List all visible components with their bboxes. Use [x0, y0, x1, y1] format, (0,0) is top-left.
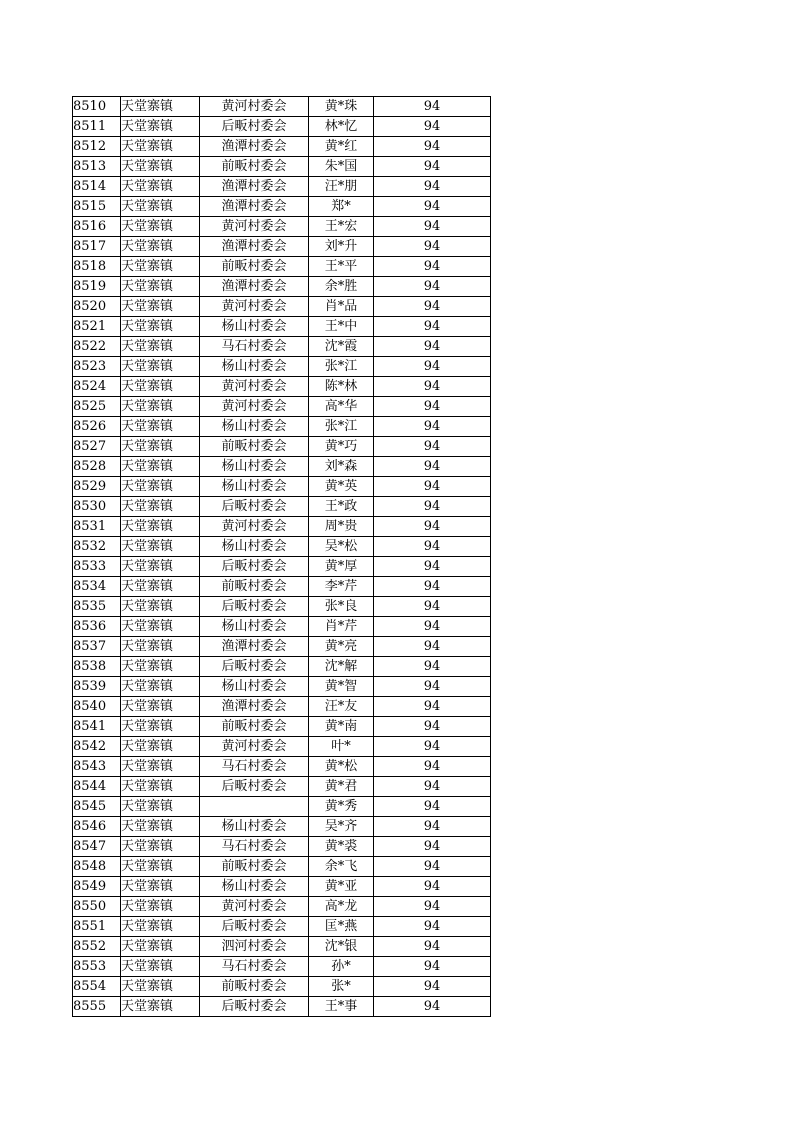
- score-cell: 94: [374, 517, 491, 537]
- person-name-cell: 沈*银: [309, 937, 374, 957]
- table-row: [73, 577, 491, 597]
- person-name-cell: 叶*: [309, 737, 374, 757]
- row-number: 8550: [73, 897, 121, 917]
- table-row: [73, 397, 491, 417]
- row-number: 8523: [73, 357, 121, 377]
- village-cell: 后畈村委会: [200, 557, 309, 577]
- score-cell: 94: [374, 377, 491, 397]
- person-name-cell: 匡*燕: [309, 917, 374, 937]
- town-cell: 天堂寨镇: [121, 997, 200, 1017]
- person-name-cell: 黄*英: [309, 477, 374, 497]
- town-cell: 天堂寨镇: [121, 257, 200, 277]
- town-cell: 天堂寨镇: [121, 177, 200, 197]
- village-cell: 杨山村委会: [200, 457, 309, 477]
- village-cell: 黄河村委会: [200, 737, 309, 757]
- table-row: [73, 837, 491, 857]
- town-cell: 天堂寨镇: [121, 737, 200, 757]
- person-name-cell: 黄*君: [309, 777, 374, 797]
- row-number: 8553: [73, 957, 121, 977]
- table-row: [73, 737, 491, 757]
- row-number: 8530: [73, 497, 121, 517]
- village-cell: 前畈村委会: [200, 857, 309, 877]
- score-cell: 94: [374, 877, 491, 897]
- person-name-cell: 黄*珠: [309, 97, 374, 117]
- village-cell: 黄河村委会: [200, 97, 309, 117]
- row-number: 8539: [73, 677, 121, 697]
- village-cell: 后畈村委会: [200, 657, 309, 677]
- town-cell: 天堂寨镇: [121, 697, 200, 717]
- town-cell: 天堂寨镇: [121, 897, 200, 917]
- score-cell: 94: [374, 397, 491, 417]
- row-number: 8531: [73, 517, 121, 537]
- table-row: [73, 777, 491, 797]
- village-cell: 前畈村委会: [200, 977, 309, 997]
- score-cell: 94: [374, 637, 491, 657]
- table-row: [73, 217, 491, 237]
- table-row: [73, 437, 491, 457]
- table-row: [73, 697, 491, 717]
- row-number: 8537: [73, 637, 121, 657]
- person-name-cell: 沈*解: [309, 657, 374, 677]
- person-name-cell: 余*飞: [309, 857, 374, 877]
- table-row: [73, 117, 491, 137]
- person-name-cell: 黄*秀: [309, 797, 374, 817]
- table-row: [73, 997, 491, 1017]
- score-cell: 94: [374, 477, 491, 497]
- table-row: [73, 197, 491, 217]
- row-number: 8535: [73, 597, 121, 617]
- score-cell: 94: [374, 137, 491, 157]
- town-cell: 天堂寨镇: [121, 237, 200, 257]
- row-number: 8518: [73, 257, 121, 277]
- table-row: [73, 717, 491, 737]
- score-cell: 94: [374, 957, 491, 977]
- person-name-cell: 沈*霞: [309, 337, 374, 357]
- score-cell: 94: [374, 937, 491, 957]
- village-cell: 前畈村委会: [200, 577, 309, 597]
- town-cell: 天堂寨镇: [121, 137, 200, 157]
- row-number: 8554: [73, 977, 121, 997]
- table-row: [73, 617, 491, 637]
- person-name-cell: 郑*: [309, 197, 374, 217]
- row-number: 8540: [73, 697, 121, 717]
- village-cell: 前畈村委会: [200, 157, 309, 177]
- town-cell: 天堂寨镇: [121, 197, 200, 217]
- table-row: [73, 797, 491, 817]
- person-name-cell: 肖*品: [309, 297, 374, 317]
- person-name-cell: 汪*友: [309, 697, 374, 717]
- row-number: 8544: [73, 777, 121, 797]
- village-cell: 后畈村委会: [200, 117, 309, 137]
- score-cell: 94: [374, 797, 491, 817]
- town-cell: 天堂寨镇: [121, 657, 200, 677]
- person-name-cell: 林*忆: [309, 117, 374, 137]
- town-cell: 天堂寨镇: [121, 157, 200, 177]
- town-cell: 天堂寨镇: [121, 797, 200, 817]
- table-row: [73, 97, 491, 117]
- table-row: [73, 537, 491, 557]
- score-cell: 94: [374, 277, 491, 297]
- village-cell: 杨山村委会: [200, 617, 309, 637]
- person-name-cell: 刘*升: [309, 237, 374, 257]
- person-name-cell: 王*宏: [309, 217, 374, 237]
- town-cell: 天堂寨镇: [121, 877, 200, 897]
- score-cell: 94: [374, 217, 491, 237]
- town-cell: 天堂寨镇: [121, 577, 200, 597]
- score-cell: 94: [374, 97, 491, 117]
- score-cell: 94: [374, 337, 491, 357]
- village-cell: 渔潭村委会: [200, 277, 309, 297]
- score-cell: 94: [374, 157, 491, 177]
- person-name-cell: 黄*巧: [309, 437, 374, 457]
- score-cell: 94: [374, 237, 491, 257]
- town-cell: 天堂寨镇: [121, 97, 200, 117]
- person-name-cell: 张*: [309, 977, 374, 997]
- score-cell: 94: [374, 597, 491, 617]
- row-number: 8551: [73, 917, 121, 937]
- score-cell: 94: [374, 317, 491, 337]
- town-cell: 天堂寨镇: [121, 957, 200, 977]
- table-row: [73, 857, 491, 877]
- town-cell: 天堂寨镇: [121, 977, 200, 997]
- person-name-cell: 黄*亚: [309, 877, 374, 897]
- village-cell: 黄河村委会: [200, 517, 309, 537]
- row-number: 8543: [73, 757, 121, 777]
- table-row: [73, 377, 491, 397]
- town-cell: 天堂寨镇: [121, 277, 200, 297]
- row-number: 8538: [73, 657, 121, 677]
- row-number: 8526: [73, 417, 121, 437]
- village-cell: 渔潭村委会: [200, 237, 309, 257]
- village-cell: 杨山村委会: [200, 537, 309, 557]
- town-cell: 天堂寨镇: [121, 617, 200, 637]
- town-cell: 天堂寨镇: [121, 757, 200, 777]
- person-name-cell: 肖*芹: [309, 617, 374, 637]
- row-number: 8547: [73, 837, 121, 857]
- row-number: 8546: [73, 817, 121, 837]
- town-cell: 天堂寨镇: [121, 637, 200, 657]
- village-cell: 杨山村委会: [200, 357, 309, 377]
- score-cell: 94: [374, 557, 491, 577]
- person-name-cell: 黄*智: [309, 677, 374, 697]
- score-cell: 94: [374, 417, 491, 437]
- village-cell: 杨山村委会: [200, 317, 309, 337]
- table-row: [73, 637, 491, 657]
- person-name-cell: 张*良: [309, 597, 374, 617]
- score-cell: 94: [374, 817, 491, 837]
- score-cell: 94: [374, 897, 491, 917]
- row-number: 8534: [73, 577, 121, 597]
- row-number: 8522: [73, 337, 121, 357]
- row-number: 8532: [73, 537, 121, 557]
- roster-table: [72, 96, 491, 1017]
- town-cell: 天堂寨镇: [121, 777, 200, 797]
- person-name-cell: 朱*国: [309, 157, 374, 177]
- score-cell: 94: [374, 917, 491, 937]
- row-number: 8520: [73, 297, 121, 317]
- row-number: 8524: [73, 377, 121, 397]
- score-cell: 94: [374, 717, 491, 737]
- person-name-cell: 张*江: [309, 417, 374, 437]
- table-row: [73, 177, 491, 197]
- person-name-cell: 吴*齐: [309, 817, 374, 837]
- table-row: [73, 457, 491, 477]
- village-cell: 黄河村委会: [200, 897, 309, 917]
- score-cell: 94: [374, 257, 491, 277]
- town-cell: 天堂寨镇: [121, 217, 200, 237]
- town-cell: 天堂寨镇: [121, 817, 200, 837]
- score-cell: 94: [374, 497, 491, 517]
- table-row: [73, 977, 491, 997]
- score-cell: 94: [374, 117, 491, 137]
- row-number: 8548: [73, 857, 121, 877]
- village-cell: 黄河村委会: [200, 297, 309, 317]
- score-cell: 94: [374, 657, 491, 677]
- score-cell: 94: [374, 857, 491, 877]
- table-row: [73, 937, 491, 957]
- score-cell: 94: [374, 697, 491, 717]
- town-cell: 天堂寨镇: [121, 437, 200, 457]
- score-cell: 94: [374, 837, 491, 857]
- score-cell: 94: [374, 197, 491, 217]
- table-row: [73, 237, 491, 257]
- table-row: [73, 517, 491, 537]
- person-name-cell: 高*龙: [309, 897, 374, 917]
- village-cell: 马石村委会: [200, 337, 309, 357]
- town-cell: 天堂寨镇: [121, 297, 200, 317]
- village-cell: 杨山村委会: [200, 817, 309, 837]
- town-cell: 天堂寨镇: [121, 557, 200, 577]
- table-row: [73, 757, 491, 777]
- village-cell: 渔潭村委会: [200, 197, 309, 217]
- town-cell: 天堂寨镇: [121, 417, 200, 437]
- roster-body: [73, 97, 491, 1017]
- village-cell: 前畈村委会: [200, 257, 309, 277]
- town-cell: 天堂寨镇: [121, 837, 200, 857]
- town-cell: 天堂寨镇: [121, 517, 200, 537]
- person-name-cell: 吴*松: [309, 537, 374, 557]
- person-name-cell: 周*贵: [309, 517, 374, 537]
- row-number: 8528: [73, 457, 121, 477]
- row-number: 8517: [73, 237, 121, 257]
- score-cell: 94: [374, 297, 491, 317]
- person-name-cell: 黄*南: [309, 717, 374, 737]
- village-cell: 渔潭村委会: [200, 137, 309, 157]
- person-name-cell: 黄*松: [309, 757, 374, 777]
- village-cell: 黄河村委会: [200, 217, 309, 237]
- row-number: 8516: [73, 217, 121, 237]
- village-cell: 马石村委会: [200, 757, 309, 777]
- row-number: 8527: [73, 437, 121, 457]
- score-cell: 94: [374, 577, 491, 597]
- score-cell: 94: [374, 977, 491, 997]
- row-number: 8541: [73, 717, 121, 737]
- person-name-cell: 黄*亮: [309, 637, 374, 657]
- village-cell: 前畈村委会: [200, 437, 309, 457]
- person-name-cell: 汪*朋: [309, 177, 374, 197]
- score-cell: 94: [374, 457, 491, 477]
- village-cell: [200, 797, 309, 817]
- table-row: [73, 137, 491, 157]
- person-name-cell: 王*政: [309, 497, 374, 517]
- row-number: 8549: [73, 877, 121, 897]
- town-cell: 天堂寨镇: [121, 117, 200, 137]
- village-cell: 后畈村委会: [200, 497, 309, 517]
- town-cell: 天堂寨镇: [121, 857, 200, 877]
- town-cell: 天堂寨镇: [121, 357, 200, 377]
- person-name-cell: 王*平: [309, 257, 374, 277]
- score-cell: 94: [374, 357, 491, 377]
- row-number: 8510: [73, 97, 121, 117]
- village-cell: 前畈村委会: [200, 717, 309, 737]
- row-number: 8511: [73, 117, 121, 137]
- table-row: [73, 657, 491, 677]
- person-name-cell: 黄*厚: [309, 557, 374, 577]
- table-row: [73, 957, 491, 977]
- town-cell: 天堂寨镇: [121, 457, 200, 477]
- table-row: [73, 597, 491, 617]
- village-cell: 后畈村委会: [200, 917, 309, 937]
- row-number: 8512: [73, 137, 121, 157]
- person-name-cell: 黄*红: [309, 137, 374, 157]
- table-row: [73, 817, 491, 837]
- table-row: [73, 877, 491, 897]
- person-name-cell: 孙*: [309, 957, 374, 977]
- town-cell: 天堂寨镇: [121, 477, 200, 497]
- row-number: 8545: [73, 797, 121, 817]
- score-cell: 94: [374, 777, 491, 797]
- row-number: 8521: [73, 317, 121, 337]
- village-cell: 黄河村委会: [200, 377, 309, 397]
- score-cell: 94: [374, 997, 491, 1017]
- table-row: [73, 417, 491, 437]
- table-row: [73, 557, 491, 577]
- row-number: 8536: [73, 617, 121, 637]
- village-cell: 马石村委会: [200, 837, 309, 857]
- town-cell: 天堂寨镇: [121, 917, 200, 937]
- table-row: [73, 357, 491, 377]
- score-cell: 94: [374, 757, 491, 777]
- town-cell: 天堂寨镇: [121, 677, 200, 697]
- table-row: [73, 897, 491, 917]
- village-cell: 渔潭村委会: [200, 697, 309, 717]
- row-number: 8519: [73, 277, 121, 297]
- person-name-cell: 王*事: [309, 997, 374, 1017]
- score-cell: 94: [374, 177, 491, 197]
- village-cell: 杨山村委会: [200, 417, 309, 437]
- village-cell: 杨山村委会: [200, 877, 309, 897]
- row-number: 8529: [73, 477, 121, 497]
- row-number: 8542: [73, 737, 121, 757]
- village-cell: 渔潭村委会: [200, 177, 309, 197]
- table-row: [73, 917, 491, 937]
- person-name-cell: 刘*森: [309, 457, 374, 477]
- score-cell: 94: [374, 537, 491, 557]
- row-number: 8552: [73, 937, 121, 957]
- table-row: [73, 157, 491, 177]
- person-name-cell: 陈*林: [309, 377, 374, 397]
- town-cell: 天堂寨镇: [121, 397, 200, 417]
- table-row: [73, 277, 491, 297]
- person-name-cell: 李*芹: [309, 577, 374, 597]
- score-cell: 94: [374, 437, 491, 457]
- person-name-cell: 余*胜: [309, 277, 374, 297]
- village-cell: 后畈村委会: [200, 777, 309, 797]
- table-row: [73, 337, 491, 357]
- row-number: 8513: [73, 157, 121, 177]
- row-number: 8555: [73, 997, 121, 1017]
- row-number: 8515: [73, 197, 121, 217]
- town-cell: 天堂寨镇: [121, 317, 200, 337]
- person-name-cell: 高*华: [309, 397, 374, 417]
- village-cell: 杨山村委会: [200, 477, 309, 497]
- village-cell: 黄河村委会: [200, 397, 309, 417]
- table-row: [73, 477, 491, 497]
- score-cell: 94: [374, 677, 491, 697]
- table-row: [73, 677, 491, 697]
- village-cell: 后畈村委会: [200, 597, 309, 617]
- town-cell: 天堂寨镇: [121, 937, 200, 957]
- town-cell: 天堂寨镇: [121, 497, 200, 517]
- table-row: [73, 297, 491, 317]
- town-cell: 天堂寨镇: [121, 597, 200, 617]
- table-row: [73, 497, 491, 517]
- row-number: 8525: [73, 397, 121, 417]
- town-cell: 天堂寨镇: [121, 337, 200, 357]
- village-cell: 后畈村委会: [200, 997, 309, 1017]
- village-cell: 泗河村委会: [200, 937, 309, 957]
- person-name-cell: 黄*裘: [309, 837, 374, 857]
- person-name-cell: 王*中: [309, 317, 374, 337]
- village-cell: 渔潭村委会: [200, 637, 309, 657]
- table-row: [73, 257, 491, 277]
- town-cell: 天堂寨镇: [121, 537, 200, 557]
- person-name-cell: 张*江: [309, 357, 374, 377]
- town-cell: 天堂寨镇: [121, 717, 200, 737]
- village-cell: 马石村委会: [200, 957, 309, 977]
- row-number: 8514: [73, 177, 121, 197]
- village-cell: 杨山村委会: [200, 677, 309, 697]
- score-cell: 94: [374, 737, 491, 757]
- town-cell: 天堂寨镇: [121, 377, 200, 397]
- table-row: [73, 317, 491, 337]
- score-cell: 94: [374, 617, 491, 637]
- row-number: 8533: [73, 557, 121, 577]
